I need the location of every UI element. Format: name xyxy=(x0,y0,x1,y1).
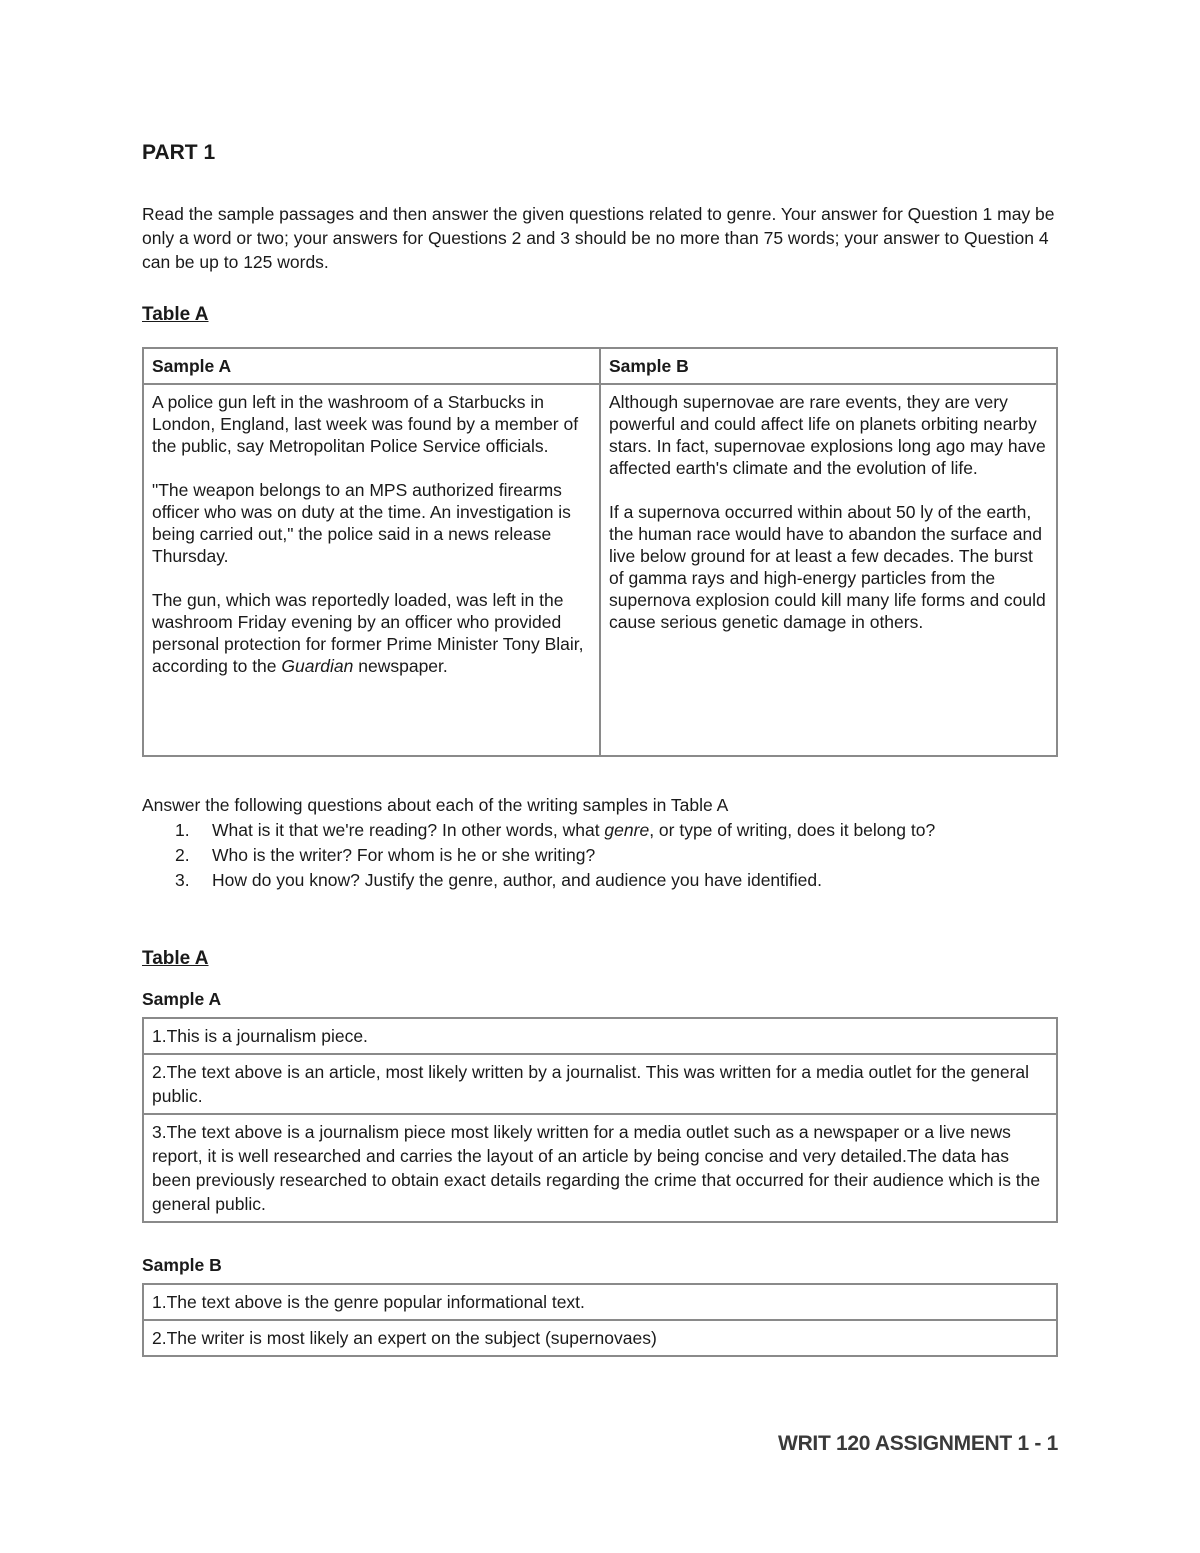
table-a-title: Table A xyxy=(142,304,209,325)
sample-a-paragraph xyxy=(152,589,591,677)
answer-cell: 2.The text above is an article, most likely written by a journalist. This was written for a media outlet for the general public. xyxy=(143,1054,1057,1114)
part-heading: PART 1 xyxy=(142,141,216,164)
question-item xyxy=(142,843,1058,868)
sample-a-passage xyxy=(143,384,600,756)
question-emphasis: genre xyxy=(604,820,650,840)
sample-a-header: Sample A xyxy=(143,348,600,384)
question-number: 3. xyxy=(175,870,190,890)
questions-list xyxy=(142,818,1058,893)
instructions-paragraph: Read the sample passages and then answer the given questions related to genre. Your answer for Question 1 may be only a word or two; your answers for Questions 2 and 3 should be no more than 75 words; your answer to Question 4 can be up to 125 words. xyxy=(142,204,1055,272)
page-footer: WRIT 120 ASSIGNMENT 1 - 1 xyxy=(778,1432,1058,1455)
sample-b-answers-table xyxy=(142,1283,1058,1357)
sample-b-header: Sample B xyxy=(600,348,1057,384)
samples-table xyxy=(142,347,1058,757)
sample-a-paragraph: A police gun left in the washroom of a Starbucks in London, England, last week was found by a member of the public, say Metropolitan Police Service officials. xyxy=(152,392,579,456)
question-item xyxy=(142,868,1058,893)
questions-intro: Answer the following questions about each of the writing samples in Table A xyxy=(142,795,729,815)
question-text: What is it that we're reading? In other words, what xyxy=(212,820,605,840)
answer-cell: 1.This is a journalism piece. xyxy=(143,1018,1057,1054)
question-text-tail: , or type of writing, does it belong to? xyxy=(649,820,936,840)
question-number: 2. xyxy=(175,845,190,865)
question-item xyxy=(142,818,1058,843)
sample-a-answers-table xyxy=(142,1017,1058,1223)
guardian-title: Guardian xyxy=(281,656,354,676)
question-number: 1. xyxy=(175,820,190,840)
sample-a-answers-label: Sample A xyxy=(142,989,222,1009)
sample-a-paragraph-tail: newspaper. xyxy=(353,656,448,676)
document-page xyxy=(142,138,1058,1357)
sample-b-paragraph: Although supernovae are rare events, they are very powerful and could affect life on planets orbiting nearby stars. In fact, supernovae explosions long ago may have affected earth's climate and the evolution of life. xyxy=(609,392,1046,478)
answer-cell: 3.The text above is a journalism piece most likely written for a media outlet such as a newspaper or a live news report, it is well researched and carries the layout of an article by being concise and very detailed.The data has been previously researched to obtain exact details regarding the crime that occurred for their audience which is the general public. xyxy=(143,1114,1057,1222)
answers-table-title: Table A xyxy=(142,948,209,969)
sample-b-passage xyxy=(600,384,1057,756)
question-text: How do you know? Justify the genre, author, and audience you have identified. xyxy=(212,870,822,890)
answer-cell: 1.The text above is the genre popular informational text. xyxy=(143,1284,1057,1320)
answer-cell: 2.The writer is most likely an expert on the subject (supernovaes) xyxy=(143,1320,1057,1356)
sample-a-paragraph: "The weapon belongs to an MPS authorized firearms officer who was on duty at the time. An investigation is being carried out," the police said in a news release Thursday. xyxy=(152,480,571,566)
question-text: Who is the writer? For whom is he or she writing? xyxy=(212,845,596,865)
sample-b-paragraph: If a supernova occurred within about 50 ly of the earth, the human race would have to abandon the surface and live below ground for at least a few decades. The burst of gamma rays and high-energy particles from the supernova explosion could kill many life forms and could cause serious genetic damage in others. xyxy=(609,502,1046,632)
sample-b-answers-label: Sample B xyxy=(142,1255,222,1275)
sample-a-paragraph-text: The gun, which was reportedly loaded, was left in the washroom Friday evening by an officer who provided personal protection for former Prime Minister Tony Blair, according to the xyxy=(152,590,584,676)
